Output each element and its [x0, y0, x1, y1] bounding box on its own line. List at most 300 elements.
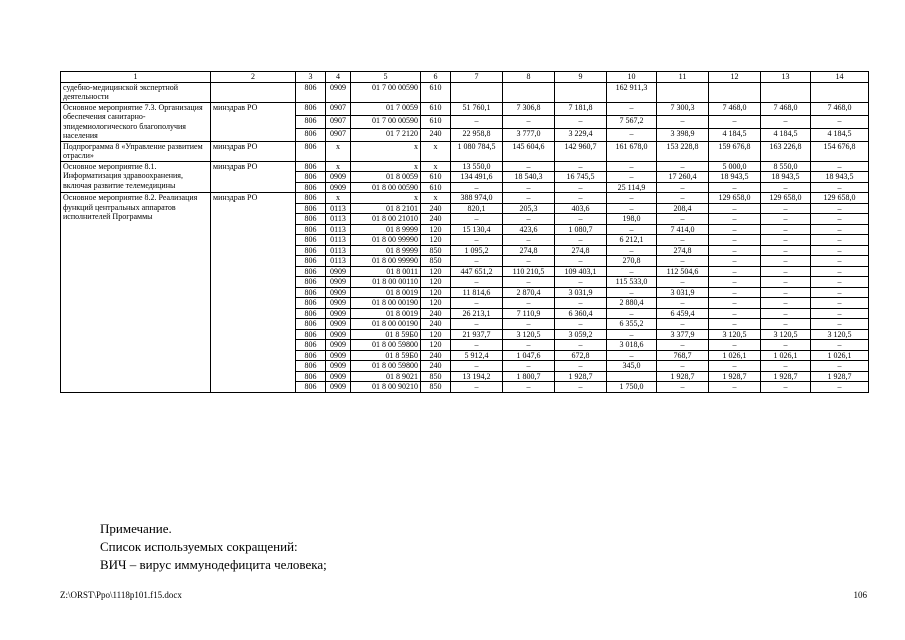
table-cell: – [451, 235, 503, 246]
table-cell: 120 [421, 329, 451, 340]
table-cell: – [811, 161, 869, 172]
table-cell: – [607, 193, 657, 204]
table-cell: – [811, 298, 869, 309]
table-cell: – [555, 256, 607, 267]
column-header: 2 [211, 72, 296, 83]
table-cell: – [761, 214, 811, 225]
table-row [61, 193, 869, 204]
table-cell: – [555, 182, 607, 193]
table-cell: 01 8 00 21010 [351, 214, 421, 225]
table-cell: – [811, 235, 869, 246]
table-cell: 0909 [326, 340, 351, 351]
table-cell: – [503, 193, 555, 204]
table-cell: 806 [296, 115, 326, 128]
table-cell: – [709, 308, 761, 319]
table-cell: – [503, 382, 555, 393]
table-cell: 806 [296, 371, 326, 382]
table-cell: – [555, 115, 607, 128]
table-cell: 806 [296, 182, 326, 193]
table-cell: x [421, 193, 451, 204]
table-cell: – [657, 161, 709, 172]
table-cell: – [657, 382, 709, 393]
table-cell: – [709, 203, 761, 214]
table-cell: – [761, 256, 811, 267]
table-cell: 1 026,1 [811, 350, 869, 361]
table-cell: – [811, 308, 869, 319]
page-number: 106 [853, 590, 867, 600]
table-cell: – [657, 182, 709, 193]
table-cell: x [326, 161, 351, 172]
table-row [61, 161, 869, 172]
table-cell: 1 928,7 [555, 371, 607, 382]
table-cell: 806 [296, 319, 326, 330]
table-cell: 129 658,0 [761, 193, 811, 204]
table-cell: 120 [421, 266, 451, 277]
table-cell: 161 678,0 [607, 141, 657, 161]
table-cell: 120 [421, 224, 451, 235]
table-cell: – [709, 287, 761, 298]
table-cell: 01 8 00 90210 [351, 382, 421, 393]
table-cell: 120 [421, 287, 451, 298]
table-cell: – [709, 256, 761, 267]
table-cell: – [709, 266, 761, 277]
table-cell: – [811, 214, 869, 225]
table-cell: 18 943,5 [761, 172, 811, 183]
table-cell: 01 7 00 00590 [351, 115, 421, 128]
table-cell: 01 8 9021 [351, 371, 421, 382]
table-cell: 129 658,0 [709, 193, 761, 204]
table-cell: – [607, 350, 657, 361]
table-cell: 120 [421, 298, 451, 309]
column-header: 1 [61, 72, 211, 83]
table-cell: 26 213,1 [451, 308, 503, 319]
table-cell: 0909 [326, 298, 351, 309]
table-cell: 1 080 784,5 [451, 141, 503, 161]
table-cell: 820,1 [451, 203, 503, 214]
executor-cell: минздрав РО [211, 141, 296, 161]
table-cell: 15 130,4 [451, 224, 503, 235]
executor-cell: минздрав РО [211, 102, 296, 141]
table-cell: 7 468,0 [811, 102, 869, 115]
table-cell: – [811, 182, 869, 193]
table-cell: 0907 [326, 102, 351, 115]
table-cell: – [657, 214, 709, 225]
table-cell: – [503, 214, 555, 225]
table-cell: – [761, 245, 811, 256]
table-cell: 142 960,7 [555, 141, 607, 161]
table-cell: 0909 [326, 371, 351, 382]
table-cell [811, 82, 869, 102]
table-cell: 01 7 2120 [351, 128, 421, 141]
table-cell: – [451, 382, 503, 393]
table-cell: – [607, 203, 657, 214]
table-cell: – [451, 214, 503, 225]
table-cell: 0113 [326, 245, 351, 256]
table-cell: – [761, 382, 811, 393]
table-cell: 0113 [326, 214, 351, 225]
table-cell: – [811, 266, 869, 277]
table-cell: 0907 [326, 128, 351, 141]
notes-block [100, 520, 327, 574]
table-cell: 01 8 9999 [351, 245, 421, 256]
table-cell: 1 928,7 [761, 371, 811, 382]
table-cell: 240 [421, 128, 451, 141]
table-cell: – [555, 382, 607, 393]
table-cell: 0909 [326, 382, 351, 393]
column-header: 4 [326, 72, 351, 83]
table-row [61, 82, 869, 102]
table-cell: – [811, 256, 869, 267]
table-cell: 0909 [326, 266, 351, 277]
table-cell: 01 8 00 99990 [351, 235, 421, 246]
table-cell: – [761, 224, 811, 235]
table-cell: 17 260,4 [657, 172, 709, 183]
table-cell: – [657, 277, 709, 288]
table-cell: – [451, 182, 503, 193]
table-cell: 0113 [326, 235, 351, 246]
table-cell: – [761, 340, 811, 351]
table-cell: – [761, 115, 811, 128]
table-cell: 129 658,0 [811, 193, 869, 204]
table-cell: – [811, 277, 869, 288]
table-cell: 610 [421, 82, 451, 102]
table-cell: – [555, 193, 607, 204]
table-cell: – [555, 214, 607, 225]
table-cell: x [326, 141, 351, 161]
table-cell: – [555, 340, 607, 351]
table-cell: 768,7 [657, 350, 709, 361]
note-heading: Примечание. [100, 521, 172, 536]
table-cell: 806 [296, 128, 326, 141]
table-cell: 22 958,8 [451, 128, 503, 141]
table-cell: 3 398,9 [657, 128, 709, 141]
table-cell: 806 [296, 172, 326, 183]
table-cell: 610 [421, 102, 451, 115]
table-cell: – [761, 266, 811, 277]
table-cell: 0909 [326, 82, 351, 102]
table-cell: – [811, 203, 869, 214]
table-cell: – [657, 235, 709, 246]
column-header: 6 [421, 72, 451, 83]
table-row [61, 102, 869, 115]
table-cell: 13 194,2 [451, 371, 503, 382]
table-cell: 0113 [326, 224, 351, 235]
table-cell: x [421, 141, 451, 161]
table-cell: – [657, 340, 709, 351]
table-cell: – [657, 361, 709, 372]
table-cell: 7 306,8 [503, 102, 555, 115]
table-cell: 274,8 [555, 245, 607, 256]
column-header: 7 [451, 72, 503, 83]
table-cell: 3 120,5 [811, 329, 869, 340]
table-cell: 3 377,9 [657, 329, 709, 340]
table-cell: 110 210,5 [503, 266, 555, 277]
table-cell: 806 [296, 82, 326, 102]
table-cell: – [451, 319, 503, 330]
table-cell: 2 870,4 [503, 287, 555, 298]
table-cell: 7 468,0 [761, 102, 811, 115]
table-cell: 120 [421, 340, 451, 351]
table-cell: – [657, 115, 709, 128]
table-cell: 1 026,1 [709, 350, 761, 361]
table-cell: 806 [296, 214, 326, 225]
table-cell: – [555, 161, 607, 172]
table-cell: 0907 [326, 115, 351, 128]
table-cell: – [709, 361, 761, 372]
table-cell: 145 604,6 [503, 141, 555, 161]
table-cell: – [555, 235, 607, 246]
table-cell: – [503, 256, 555, 267]
table-cell: 806 [296, 277, 326, 288]
table-cell: 16 745,5 [555, 172, 607, 183]
table-body [61, 72, 869, 393]
table-cell: 806 [296, 308, 326, 319]
table-cell: – [657, 298, 709, 309]
table-cell: 6 360,4 [555, 308, 607, 319]
table-cell: 672,8 [555, 350, 607, 361]
table-cell: 01 8 00 00590 [351, 182, 421, 193]
table-cell: 806 [296, 203, 326, 214]
table-cell: 7 300,3 [657, 102, 709, 115]
table-cell: 18 943,5 [811, 172, 869, 183]
table-cell: – [451, 277, 503, 288]
table-cell: 806 [296, 361, 326, 372]
measure-title: Основное мероприятие 7.3. Организация обеспечения санитарно-эпидемиологического благополучия населения [61, 102, 211, 141]
table-cell: – [657, 256, 709, 267]
table-cell: 11 814,6 [451, 287, 503, 298]
table-cell: 1 928,7 [657, 371, 709, 382]
table-cell: – [811, 224, 869, 235]
table-cell: 850 [421, 245, 451, 256]
table-cell: 806 [296, 161, 326, 172]
table-cell: 8 550,0 [761, 161, 811, 172]
table-cell [451, 82, 503, 102]
table-cell: 198,0 [607, 214, 657, 225]
table-cell: 01 8 00 99990 [351, 256, 421, 267]
table-cell: 6 355,2 [607, 319, 657, 330]
table-cell: 240 [421, 361, 451, 372]
table-cell: – [761, 182, 811, 193]
table-cell: 3 120,5 [761, 329, 811, 340]
table-cell: 0909 [326, 319, 351, 330]
table-cell: 0909 [326, 277, 351, 288]
table-cell: 1 095,2 [451, 245, 503, 256]
table-cell: 115 533,0 [607, 277, 657, 288]
table-cell: 7 567,2 [607, 115, 657, 128]
table-cell: 3 120,5 [503, 329, 555, 340]
table-cell: x [326, 193, 351, 204]
table-cell: – [607, 102, 657, 115]
table-cell: – [709, 235, 761, 246]
table-cell: – [607, 172, 657, 183]
table-cell: – [607, 128, 657, 141]
table-cell: 610 [421, 182, 451, 193]
column-header: 9 [555, 72, 607, 83]
table-cell: 240 [421, 214, 451, 225]
table-cell: 1 928,7 [709, 371, 761, 382]
table-cell: – [811, 319, 869, 330]
table-cell: 806 [296, 224, 326, 235]
abbreviations-heading: Список используемых сокращений: [100, 539, 298, 554]
table-cell: 806 [296, 235, 326, 246]
table-cell: 806 [296, 141, 326, 161]
table-cell: – [761, 203, 811, 214]
table-cell: 01 8 59Б0 [351, 350, 421, 361]
table-cell: 240 [421, 308, 451, 319]
executor-cell [211, 82, 296, 102]
column-header: 11 [657, 72, 709, 83]
table-cell: 806 [296, 329, 326, 340]
table-cell: – [607, 266, 657, 277]
table-cell: 01 8 0019 [351, 308, 421, 319]
table-cell: – [451, 256, 503, 267]
table-cell: 6 459,4 [657, 308, 709, 319]
table-cell: 18 540,3 [503, 172, 555, 183]
table-cell: – [607, 161, 657, 172]
table-cell: – [811, 382, 869, 393]
table-cell: – [761, 308, 811, 319]
measure-title: судебно-медицинской экспертной деятельности [61, 82, 211, 102]
table-cell: 109 403,1 [555, 266, 607, 277]
table-cell: 850 [421, 371, 451, 382]
table-cell: – [761, 319, 811, 330]
table-cell: 3 777,0 [503, 128, 555, 141]
table-cell: – [709, 340, 761, 351]
table-row [61, 141, 869, 161]
table-cell: 7 181,8 [555, 102, 607, 115]
table-cell: 806 [296, 350, 326, 361]
table-cell: – [761, 361, 811, 372]
table-cell: – [503, 298, 555, 309]
table-cell: 01 8 00 59800 [351, 340, 421, 351]
table-cell: 240 [421, 319, 451, 330]
table-cell: – [709, 214, 761, 225]
table-cell [555, 82, 607, 102]
table-cell: – [709, 182, 761, 193]
table-cell: 388 974,0 [451, 193, 503, 204]
table-cell: 0909 [326, 329, 351, 340]
measure-title: Основное мероприятие 8.2. Реализация функций центральных аппаратов исполнителей Программы [61, 193, 211, 393]
table-cell: 134 491,6 [451, 172, 503, 183]
table-cell: 01 8 59Б0 [351, 329, 421, 340]
table-cell: – [555, 298, 607, 309]
table-cell: 806 [296, 193, 326, 204]
table-cell: – [451, 361, 503, 372]
table-cell [607, 371, 657, 382]
table-cell: – [811, 287, 869, 298]
table-cell: – [657, 319, 709, 330]
table-cell: 0113 [326, 203, 351, 214]
table-cell: – [709, 224, 761, 235]
table-cell: – [709, 115, 761, 128]
column-header: 3 [296, 72, 326, 83]
table-cell: 163 226,8 [761, 141, 811, 161]
column-header: 8 [503, 72, 555, 83]
table-cell: 159 676,8 [709, 141, 761, 161]
table-cell: 112 504,6 [657, 266, 709, 277]
table-cell: – [657, 193, 709, 204]
table-cell: 01 7 00 00590 [351, 82, 421, 102]
table-cell: 01 8 0011 [351, 266, 421, 277]
table-cell: – [811, 115, 869, 128]
table-cell: – [607, 287, 657, 298]
table-cell: 806 [296, 245, 326, 256]
table-cell: 01 8 9999 [351, 224, 421, 235]
table-cell: – [709, 319, 761, 330]
table-cell: 01 8 2101 [351, 203, 421, 214]
table-cell: 806 [296, 298, 326, 309]
table-cell: 274,8 [503, 245, 555, 256]
executor-cell: минздрав РО [211, 193, 296, 393]
table-cell: – [555, 361, 607, 372]
table-cell: 3 031,9 [657, 287, 709, 298]
table-cell: – [811, 361, 869, 372]
table-cell: 850 [421, 256, 451, 267]
column-header: 10 [607, 72, 657, 83]
table-cell: 4 184,5 [709, 128, 761, 141]
table-cell: 0113 [326, 256, 351, 267]
table-cell: 0909 [326, 287, 351, 298]
table-cell: 7 414,0 [657, 224, 709, 235]
column-header: 12 [709, 72, 761, 83]
table-cell [709, 82, 761, 102]
table-cell [761, 82, 811, 102]
table-cell: 806 [296, 340, 326, 351]
table-cell: 25 114,9 [607, 182, 657, 193]
column-header: 5 [351, 72, 421, 83]
file-path: Z:\ORST\Ppo\1118p101.f15.docx [60, 590, 182, 600]
table-cell: x [351, 161, 421, 172]
table-cell: 5 912,4 [451, 350, 503, 361]
table-cell: – [503, 182, 555, 193]
column-header: 14 [811, 72, 869, 83]
table-cell: – [709, 382, 761, 393]
table-cell: – [811, 340, 869, 351]
table-cell: 1 928,7 [811, 371, 869, 382]
table-cell: – [607, 308, 657, 319]
abbreviation-item: ВИЧ – вирус иммунодефицита человека; [100, 557, 327, 572]
table-cell: 154 676,8 [811, 141, 869, 161]
table-cell: – [503, 235, 555, 246]
table-cell: 806 [296, 382, 326, 393]
executor-cell: минздрав РО [211, 161, 296, 193]
table-cell: 208,4 [657, 203, 709, 214]
table-cell: 610 [421, 172, 451, 183]
table-cell: 423,6 [503, 224, 555, 235]
table-cell: 1 026,1 [761, 350, 811, 361]
table-cell: 3 120,5 [709, 329, 761, 340]
table-cell: 21 937,7 [451, 329, 503, 340]
table-cell: – [607, 329, 657, 340]
table-cell: 1 800,7 [503, 371, 555, 382]
table-cell: 3 018,6 [607, 340, 657, 351]
table-cell: 01 8 00 00190 [351, 319, 421, 330]
table-cell: – [555, 277, 607, 288]
table-cell: 240 [421, 350, 451, 361]
table-cell: 120 [421, 235, 451, 246]
table-cell: 01 8 00 00110 [351, 277, 421, 288]
table-cell: 806 [296, 266, 326, 277]
table-cell: 0909 [326, 361, 351, 372]
table-cell: 205,3 [503, 203, 555, 214]
table-cell: 0909 [326, 172, 351, 183]
table-cell: 1 047,6 [503, 350, 555, 361]
column-header: 13 [761, 72, 811, 83]
table-cell: 01 7 0059 [351, 102, 421, 115]
measure-title: Подпрограмма 8 «Управление развитием отрасли» [61, 141, 211, 161]
table-cell: 447 651,2 [451, 266, 503, 277]
table-cell: 345,0 [607, 361, 657, 372]
